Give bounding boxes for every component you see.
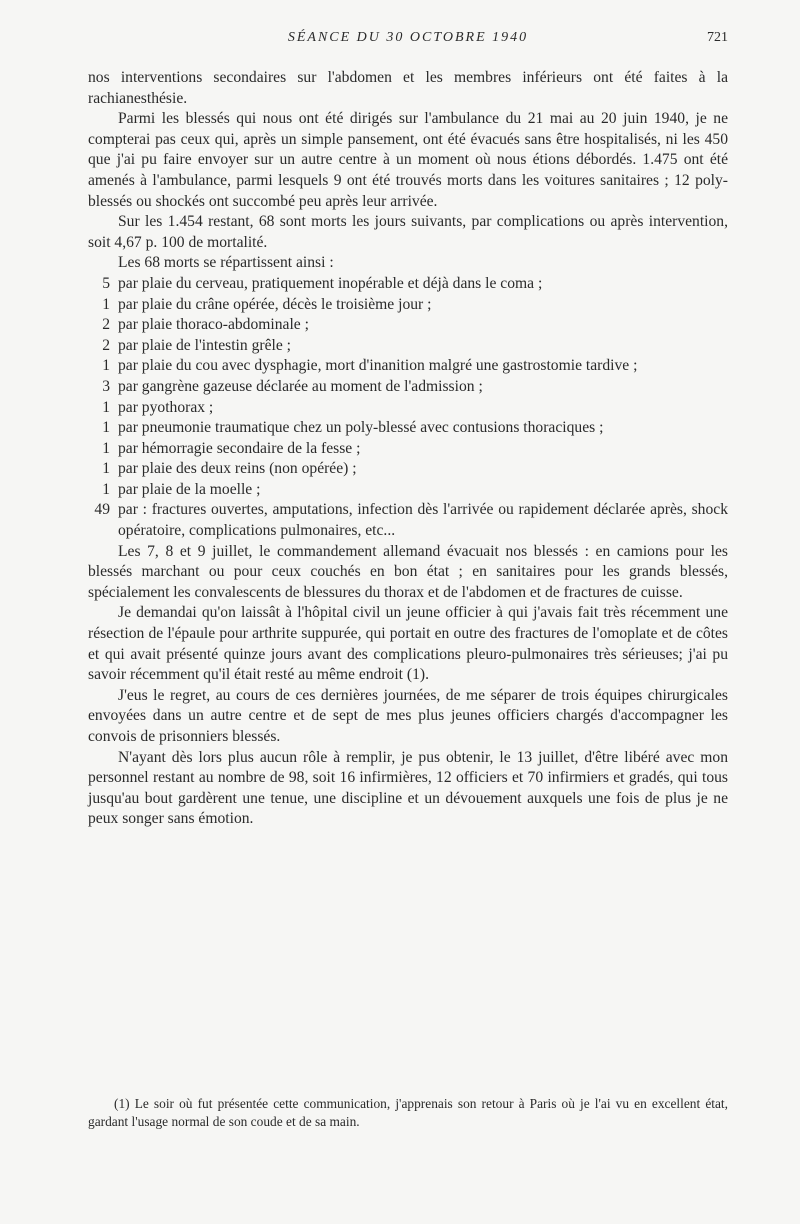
list-item-count: 3 — [102, 377, 110, 395]
paragraph: N'ayant dès lors plus aucun rôle à remplir, je pus obtenir, le 13 juillet, d'être libéré avec mon personnel restant au nombre de 98, soit 16 infirmières, 12 officiers et 70 infirmiers et gradés, qui tous jusqu'au bout gardèrent une tenue, une discipline et un dévouement auxquels une fois de plus je ne peux songer sans émotion. — [88, 748, 728, 828]
page-number: 721 — [707, 30, 728, 45]
running-header — [88, 30, 728, 52]
list-item-count: 1 — [102, 295, 110, 313]
list-item — [88, 295, 728, 316]
list-item-text: par plaie du cerveau, pratiquement inopérable et déjà dans le coma ; — [118, 274, 543, 292]
list-item-count: 1 — [102, 439, 110, 457]
body-text — [88, 68, 728, 830]
list-item-count: 1 — [102, 419, 110, 437]
list-item-text: par plaie du crâne opérée, décès le troisième jour ; — [118, 295, 432, 313]
list-item — [88, 377, 728, 398]
list-item-count: 2 — [102, 316, 110, 334]
list-item-text: par plaie de l'intestin grêle ; — [118, 336, 291, 354]
list-item-text: par plaie des deux reins (non opérée) ; — [118, 460, 357, 478]
list-item — [88, 398, 728, 419]
list-item-count: 1 — [102, 398, 110, 416]
list-item-text: par hémorragie secondaire de la fesse ; — [118, 439, 361, 457]
list-item-count: 5 — [102, 274, 110, 292]
list-item-count: 1 — [102, 480, 110, 498]
list-item-text: par : fractures ouvertes, amputations, infection dès l'arrivée ou rapidement déclarée après, shock opératoire, complications pulmonaires, etc... — [118, 501, 728, 540]
footnote — [88, 1095, 728, 1131]
paragraph: J'eus le regret, au cours de ces dernières journées, de me séparer de trois équipes chirurgicales envoyées dans un autre centre et de sept de mes plus jeunes officiers chargés d'accompagner les convois de prisonniers blessés. — [88, 686, 728, 745]
list-item-text: par plaie thoraco-abdominale ; — [118, 316, 309, 334]
list-item — [88, 315, 728, 336]
list-item-text: par pyothorax ; — [118, 398, 214, 416]
list-item — [88, 459, 728, 480]
list-item — [88, 336, 728, 357]
paragraph: Les 68 morts se répartissent ainsi : — [118, 254, 334, 272]
list-item-text: par pneumonie traumatique chez un poly-blessé avec contusions thoraciques ; — [118, 419, 604, 437]
footnote-text: (1) Le soir où fut présentée cette communication, j'apprenais son retour à Paris où je l'ai vu en excellent état, gardant l'usage normal de son coude et de sa main. — [88, 1096, 728, 1129]
list-item-text: par gangrène gazeuse déclarée au moment de l'admission ; — [118, 377, 483, 395]
running-title: SÉANCE DU 30 OCTOBRE 1940 — [287, 30, 529, 45]
list-item-count: 2 — [102, 336, 110, 354]
paragraph: Les 7, 8 et 9 juillet, le commandement allemand évacuait nos blessés : en camions pour les blessés marchant ou pour ceux couchés en bon état ; en sanitaires pour les grands blessés, spécialement les convalescents de blessures du thorax et de l'abdomen et de fractures de cuisse. — [88, 542, 728, 601]
list-item — [88, 500, 728, 541]
list-item — [88, 418, 728, 439]
list-item-text: par plaie du cou avec dysphagie, mort d'inanition malgré une gastrostomie tardive ; — [118, 357, 638, 375]
paragraph: Parmi les blessés qui nous ont été dirigés sur l'ambulance du 21 mai au 20 juin 1940, je ne compterai pas ceux qui, après un simple pansement, ont été évacués sans être hospitalisés, ni les 450 que j'ai pu faire envoyer sur un autre centre à un moment où nous étions débordés. 1.475 ont été amenés à l'ambulance, parmi lesquels 9 ont été trouvés morts dans les voitures sanitaires ; 12 poly-blessés ou shockés ont succombé peu après leur arrivée. — [88, 110, 728, 210]
list-item-count: 1 — [102, 357, 110, 375]
list-item — [88, 439, 728, 460]
paragraph: Je demandai qu'on laissât à l'hôpital civil un jeune officier à qui j'avais fait très récemment une résection de l'épaule pour arthrite suppurée, qui portait en outre des fractures de l'omoplate et de côtes et qui avait présenté quinze jours avant des complications pleuro-pulmonaires très sérieuses; j'ai pu savoir récemment qu'il était resté au même endroit (1). — [88, 604, 728, 684]
paragraph: Sur les 1.454 restant, 68 sont morts les jours suivants, par complications ou après intervention, soit 4,67 p. 100 de mortalité. — [88, 213, 728, 251]
page — [88, 30, 728, 830]
list-item-count: 49 — [94, 501, 110, 519]
list-item — [88, 480, 728, 501]
list-item — [88, 356, 728, 377]
list-item-text: par plaie de la moelle ; — [118, 480, 261, 498]
death-causes-list — [88, 274, 728, 542]
list-item — [88, 274, 728, 295]
list-item-count: 1 — [102, 460, 110, 478]
paragraph: nos interventions secondaires sur l'abdomen et les membres inférieurs ont été faites à la rachianesthésie. — [88, 69, 728, 107]
